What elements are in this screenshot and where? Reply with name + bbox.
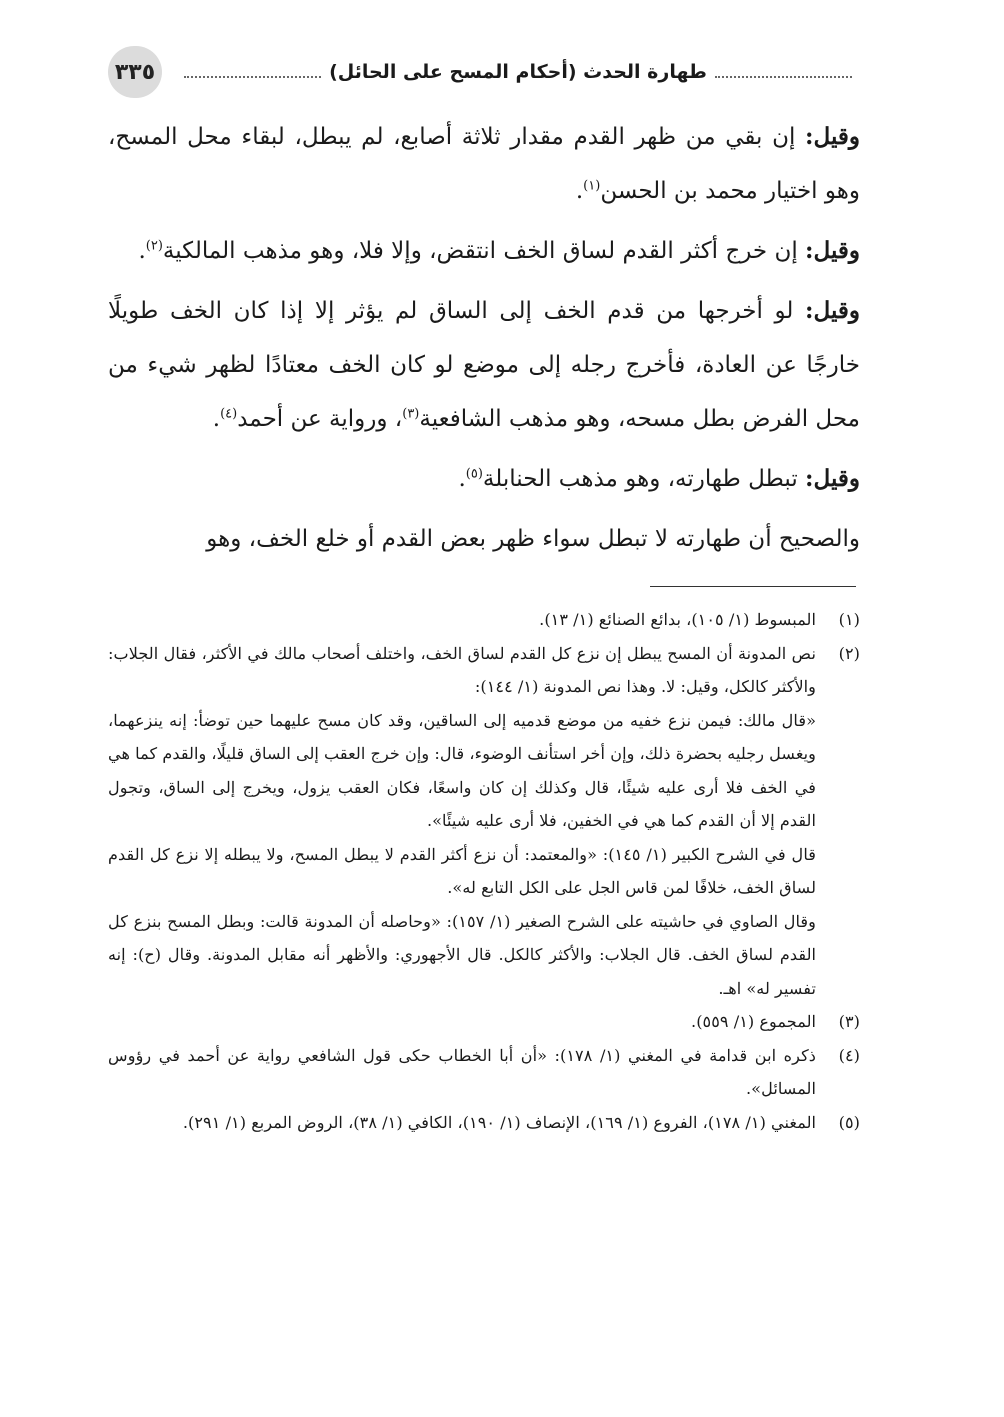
footnote-line: المجموع (١/ ٥٥٩). [691,1012,816,1031]
paragraph-lead: وقيل: [805,297,860,324]
paragraph-tail: . [575,178,584,204]
paragraph-lead: وقيل: [805,237,860,264]
paragraph-text-mid: ، ورواية عن أحمد [237,406,403,432]
footnote-line: وقال الصاوي في حاشيته على الشرح الصغير (١/ ١٥٧): «وحاصله أن المدونة قالت: وبطل المسح بنزع كل القدم لساق الخف. قال الجلاب: والأكثر كالكل. قال الأجهوري: والأظهر أنه مقابل المدونة. وقال (ح): إنه تفسير له» اهـ. [108,911,816,998]
footnote-body [108,1005,816,1039]
paragraph [108,110,860,218]
footnote-number: (١) [838,610,860,629]
paragraph-text: والصحيح أن طهارته لا تبطل سواء ظهر بعض القدم أو خلع الخف، وهو [206,526,860,552]
footnote-ref[interactable]: (٣) [402,406,420,422]
running-title-row [176,60,860,84]
footnote-line: ذكره ابن قدامة في المغني (١/ ١٧٨): «أن أبا الخطاب حكى قول الشافعي رواية عن أحمد في رؤوس المسائل». [108,1045,816,1098]
footnote-line: قال في الشرح الكبير (١/ ١٤٥): «والمعتمد: أن نزع أكثر القدم لا يبطل المسح، ولا يبطله إلا نزع كل القدم لساق الخف، خلافًا لمن قاس الجل على الكل التابع له». [108,844,816,897]
footnote-body [108,1039,816,1106]
footnote-number: (٢) [838,643,860,663]
leader-dots-left [184,62,321,78]
footnote-body [108,637,816,1006]
footnote-line: المغني (١/ ١٧٨)، الفروع (١/ ١٦٩)، الإنصاف (١/ ١٩٠)، الكافي (١/ ٣٨)، الروض المربع (١/ ٢٩١). [182,1112,816,1132]
running-header [108,46,860,98]
footnote-ref[interactable]: (٢) [145,238,163,254]
paragraph-lead: وقيل: [805,465,860,492]
footnote-number: (٣) [838,1012,860,1031]
paragraph-text: تبطل طهارته، وهو مذهب الحنابلة [482,466,806,492]
footnote-body [108,1106,816,1140]
paragraph-text: إن خرج أكثر القدم لساق الخف انتقض، وإلا فلا، وهو مذهب المالكية [162,238,806,264]
footnote-ref[interactable]: (٥) [465,466,483,482]
page-number-badge [108,46,162,98]
paragraph [108,284,860,446]
footnote-number: (٥) [838,1112,860,1132]
paragraph [108,224,860,278]
footnote [108,603,860,637]
footnote-ref[interactable]: (٤) [220,406,238,422]
body-text [108,110,860,572]
footnote [108,637,860,1006]
footnote-line: «قال مالك: فيمن نزع خفيه من موضع قدميه إلى الساقين، وقد كان مسح عليهما حين توضأ: إنه ينزعهما، ويغسل رجليه بحضرة ذلك، وإن أخر استأنف الوضوء، قال: وإن خرج العقب إلى الساق قليلًا، والقدم كما هي في الخف فلا أرى عليه شيئًا، قال وكذلك إن كان واسعًا، فكان العقب يزول، ويخرج إلى الساق، وتجول القدم إلا أن القدم كما هي في الخفين، فلا أرى عليه شيئًا». [108,710,816,830]
paragraph-lead: وقيل: [805,123,860,150]
footnote-line: نص المدونة أن المسح يبطل إن نزع كل القدم لساق الخف، واختلف أصحاب مالك في الأكثر، فقال الجلاب: والأكثر كالكل، وقيل: لا. وهذا نص المدونة (١/ ١٤٤): [108,643,816,696]
paragraph-tail: . [458,466,466,492]
footnote-line: المبسوط (١/ ١٠٥)، بدائع الصنائع (١/ ١٣). [539,610,816,629]
footnotes [108,603,860,1139]
footnote-number: (٤) [838,1045,860,1065]
footnote [108,1039,860,1106]
leader-dots-right [715,62,852,78]
page-number: ٣٣٥ [114,59,156,85]
running-title: طهارة الحدث (أحكام المسح على الحائل) [329,61,707,83]
paragraph-text: إن بقي من ظهر القدم مقدار ثلاثة أصابع، لم يبطل، لبقاء محل المسح، وهو اختيار محمد بن الحسن [108,124,860,204]
paragraph-tail: . [212,406,221,432]
paragraph-tail: . [138,238,146,264]
footnote [108,1106,860,1140]
footnote-ref[interactable]: (١) [583,178,601,194]
footnote [108,1005,860,1039]
footnote-separator [650,586,856,587]
footnote-body [108,603,816,637]
paragraph-text: لو أخرجها من قدم الخف إلى الساق لم يؤثر إلا إذا كان الخف طويلًا خارجًا عن العادة، فأخرج رجله إلى موضع لو كان الخف معتادًا لظهر شيء من محل الفرض بطل مسحه، وهو مذهب الشافعية [108,298,860,432]
paragraph [108,512,860,566]
paragraph [108,452,860,506]
